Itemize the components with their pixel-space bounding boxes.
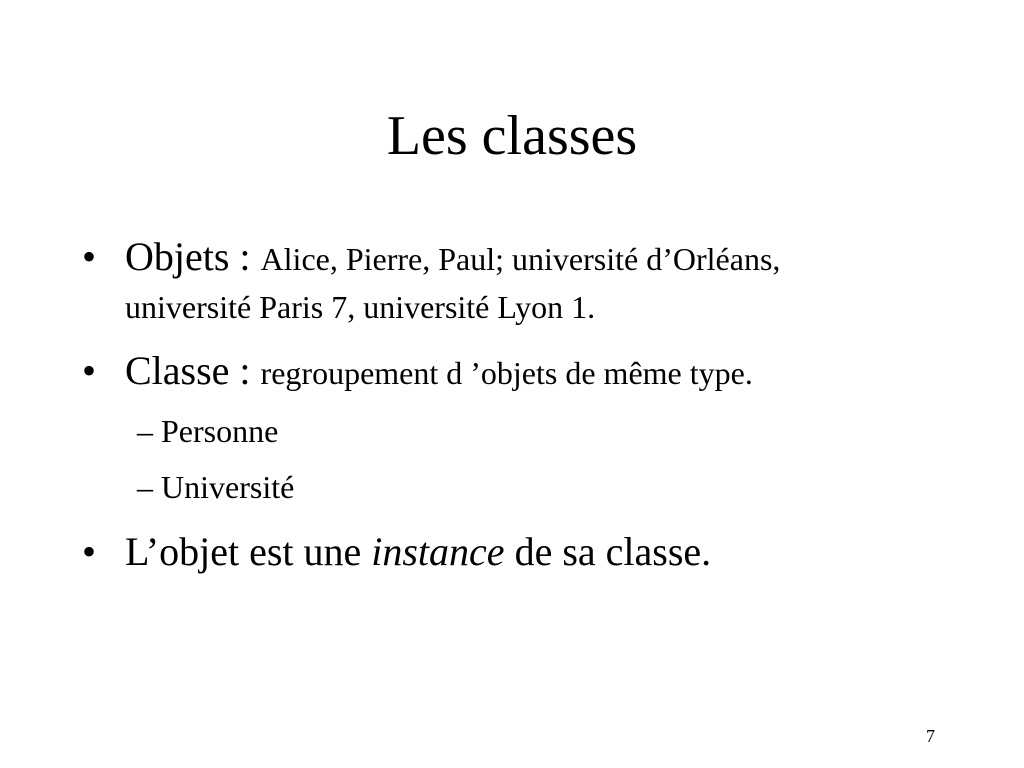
bullet-marker: •: [82, 348, 97, 393]
slide-title: Les classes: [386, 105, 638, 167]
bullet-instance: [82, 528, 962, 576]
bullet-content: [125, 233, 965, 331]
bullet-tail: de sa classe.: [504, 529, 712, 574]
bullet-text: Alice, Pierre, Paul; université d’Orléans,: [260, 241, 781, 277]
bullet-marker: •: [82, 234, 97, 279]
sub-item-universite: – Université: [137, 469, 295, 505]
bullet-line-2: université Paris 7, université Lyon 1.: [125, 289, 596, 325]
bullet-lead: L’objet est une: [125, 529, 372, 574]
page-number: 7: [926, 726, 935, 746]
bullet-italic: instance: [371, 529, 505, 574]
bullet-line: [125, 233, 965, 283]
bullet-content: [125, 347, 965, 397]
bullet-marker: •: [82, 529, 97, 574]
bullet-lead: Classe :: [125, 348, 261, 393]
bullet-text: regroupement d ’objets de même type.: [260, 355, 753, 391]
bullet-lead: Objets :: [125, 234, 261, 279]
sub-item-personne: – Personne: [137, 413, 279, 449]
bullet-classe: [82, 347, 962, 395]
bullet-objets: [82, 233, 962, 333]
bullet-content: [125, 528, 965, 576]
